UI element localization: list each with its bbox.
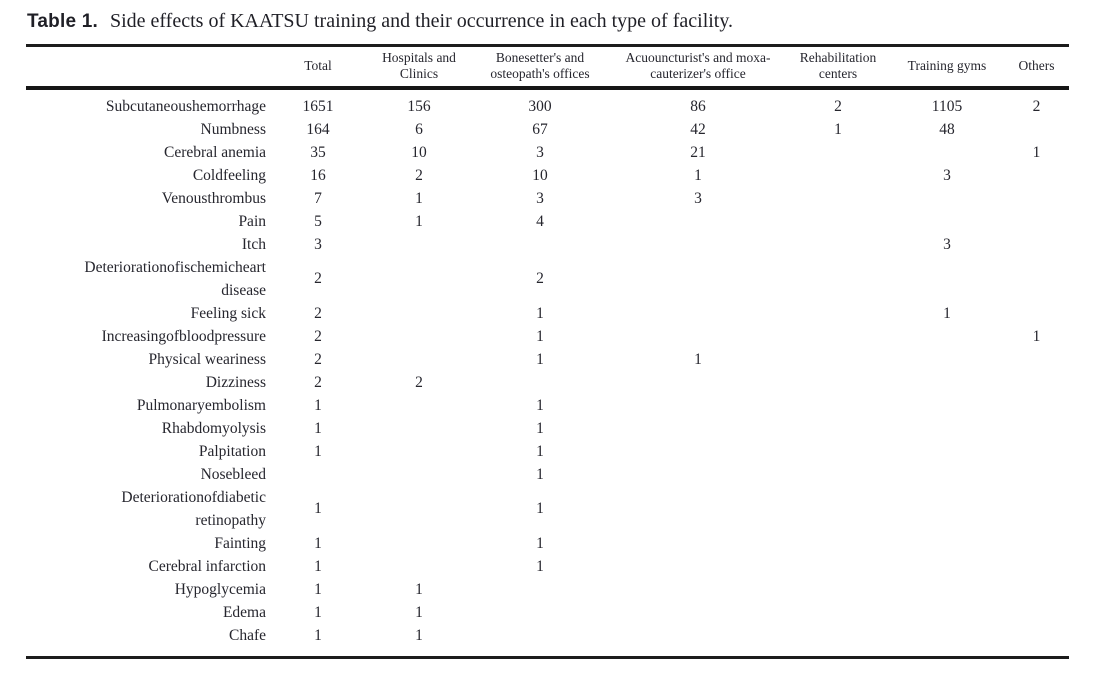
cell-value: 1 — [314, 534, 322, 552]
table-row — [26, 463, 1069, 486]
table-row — [26, 440, 1069, 463]
cell-value: 1651 — [302, 97, 334, 115]
cell-value: 3 — [943, 235, 951, 253]
table-header — [26, 46, 1069, 88]
cell-value — [470, 624, 610, 658]
cell-value — [368, 256, 470, 302]
cell-value: 1 — [1032, 327, 1041, 345]
table-row — [26, 88, 1069, 118]
cell-value — [1004, 463, 1069, 486]
cell-value — [786, 601, 890, 624]
cell-value — [786, 187, 890, 210]
cell-value — [368, 440, 470, 463]
cell-value: 48 — [939, 120, 955, 138]
cell-value: 2 — [314, 270, 322, 287]
column-header: Acuouncturist's and moxa-cauterizer's office — [625, 50, 771, 82]
cell-value — [890, 141, 1004, 164]
cell-value: 21 — [690, 143, 706, 161]
cell-value: 1 — [415, 603, 423, 621]
cell-value — [890, 532, 1004, 555]
cell-value: 10 — [411, 143, 427, 161]
cell-value: 1 — [536, 327, 544, 345]
table-row — [26, 417, 1069, 440]
cell-value — [786, 371, 890, 394]
cell-value: 86 — [690, 97, 706, 115]
cell-value: 1 — [415, 580, 423, 598]
row-label: Itch — [241, 235, 266, 253]
cell-value: 1 — [536, 304, 544, 322]
cell-value: 3 — [694, 189, 702, 207]
cell-value — [1004, 302, 1069, 325]
table-row — [26, 256, 1069, 302]
column-header: Others — [1018, 58, 1055, 74]
cell-value — [786, 486, 890, 532]
cell-value — [1004, 578, 1069, 601]
cell-value — [610, 601, 786, 624]
cell-value — [368, 486, 470, 532]
cell-value — [610, 532, 786, 555]
cell-value: 67 — [532, 120, 548, 138]
cell-value — [786, 532, 890, 555]
cell-value: 1 — [536, 465, 544, 483]
cell-value: 1105 — [931, 97, 963, 115]
cell-value — [890, 417, 1004, 440]
cell-value — [890, 463, 1004, 486]
cell-value — [1004, 486, 1069, 532]
cell-value: 2 — [415, 166, 423, 184]
cell-value: 1 — [536, 534, 544, 552]
cell-value: 2 — [1032, 97, 1041, 115]
row-label: Cerebral infarction — [148, 557, 266, 575]
cell-value: 1 — [415, 189, 423, 207]
cell-value — [368, 233, 470, 256]
cell-value — [470, 578, 610, 601]
cell-value: 1 — [536, 442, 544, 460]
table-row — [26, 118, 1069, 141]
cell-value — [610, 394, 786, 417]
cell-value — [470, 601, 610, 624]
table-caption-number: Table 1. — [27, 11, 98, 32]
row-label: Venousthrombus — [161, 189, 266, 207]
table-row — [26, 371, 1069, 394]
cell-value: 3 — [943, 166, 951, 184]
cell-value: 2 — [415, 373, 423, 391]
table-caption — [0, 0, 1094, 44]
cell-value — [890, 394, 1004, 417]
cell-value — [890, 325, 1004, 348]
cell-value — [890, 624, 1004, 658]
cell-value: 2 — [834, 97, 842, 115]
cell-value — [786, 210, 890, 233]
cell-value: 1 — [694, 350, 702, 368]
cell-value: 1 — [314, 500, 322, 517]
row-label: Numbness — [200, 120, 266, 138]
column-header: Hospitals and Clinics — [382, 50, 456, 82]
cell-value — [786, 141, 890, 164]
cell-value: 2 — [314, 304, 322, 322]
row-label: Edema — [222, 603, 266, 621]
cell-value — [890, 210, 1004, 233]
cell-value: 2 — [314, 373, 322, 391]
cell-value: 1 — [314, 396, 322, 414]
cell-value — [610, 417, 786, 440]
cell-value: 1 — [536, 500, 544, 517]
table-row — [26, 164, 1069, 187]
table-row — [26, 578, 1069, 601]
table-row — [26, 325, 1069, 348]
cell-value: 4 — [536, 212, 544, 230]
cell-value — [890, 440, 1004, 463]
table-caption-text: Side effects of KAATSU training and their occurrence in each type of facility. — [109, 10, 734, 32]
table-row — [26, 302, 1069, 325]
cell-value — [368, 325, 470, 348]
table-row — [26, 187, 1069, 210]
cell-value — [890, 371, 1004, 394]
cell-value — [890, 256, 1004, 302]
cell-value: 3 — [536, 189, 544, 207]
table-row — [26, 348, 1069, 371]
cell-value — [1004, 394, 1069, 417]
cell-value: 1 — [536, 557, 544, 575]
row-label: Fainting — [214, 534, 266, 552]
cell-value: 1 — [314, 603, 322, 621]
cell-value: 10 — [532, 166, 548, 184]
cell-value — [786, 348, 890, 371]
cell-value: 1 — [314, 580, 322, 598]
row-label: Nosebleed — [200, 465, 266, 483]
cell-value — [1004, 440, 1069, 463]
cell-value — [786, 417, 890, 440]
row-label: Deteriorationofischemicheart disease — [84, 258, 266, 299]
cell-value — [786, 233, 890, 256]
table-body — [26, 88, 1069, 658]
cell-value — [890, 486, 1004, 532]
table-row — [26, 141, 1069, 164]
cell-value: 1 — [415, 626, 423, 644]
cell-value — [786, 624, 890, 658]
row-label: Deteriorationofdiabetic retinopathy — [121, 488, 266, 529]
cell-value — [610, 256, 786, 302]
cell-value — [1004, 118, 1069, 141]
cell-value: 2 — [536, 270, 544, 287]
table-row — [26, 394, 1069, 417]
table-row — [26, 624, 1069, 658]
cell-value — [368, 394, 470, 417]
cell-value — [610, 233, 786, 256]
cell-value — [786, 463, 890, 486]
cell-value: 1 — [536, 419, 544, 437]
cell-value — [786, 256, 890, 302]
cell-value — [368, 417, 470, 440]
cell-value — [610, 325, 786, 348]
column-header: Rehabilitation centers — [799, 50, 877, 82]
column-header: Total — [304, 58, 332, 74]
cell-value: 300 — [528, 97, 552, 115]
cell-value: 7 — [314, 189, 322, 207]
cell-value — [268, 463, 368, 486]
cell-value: 1 — [943, 304, 951, 322]
cell-value — [786, 555, 890, 578]
cell-value — [786, 394, 890, 417]
row-label-column-header — [26, 46, 268, 88]
cell-value — [610, 463, 786, 486]
column-header: Training gyms — [907, 58, 987, 74]
cell-value — [1004, 532, 1069, 555]
row-label: Chafe — [228, 626, 266, 644]
cell-value — [1004, 417, 1069, 440]
cell-value — [610, 440, 786, 463]
table-row — [26, 233, 1069, 256]
row-label: Physical weariness — [148, 350, 266, 368]
cell-value — [890, 187, 1004, 210]
cell-value — [1004, 233, 1069, 256]
table-row — [26, 601, 1069, 624]
cell-value — [786, 440, 890, 463]
cell-value — [470, 371, 610, 394]
cell-value: 3 — [314, 235, 322, 253]
cell-value — [368, 348, 470, 371]
cell-value: 1 — [314, 557, 322, 575]
cell-value — [1004, 555, 1069, 578]
row-label: Dizziness — [205, 373, 266, 391]
cell-value — [1004, 371, 1069, 394]
cell-value — [1004, 187, 1069, 210]
cell-value: 1 — [536, 350, 544, 368]
cell-value: 1 — [314, 419, 322, 437]
cell-value — [610, 624, 786, 658]
cell-value — [890, 348, 1004, 371]
cell-value: 1 — [415, 212, 423, 230]
row-label: Increasingofbloodpressure — [101, 327, 266, 345]
cell-value: 1 — [1032, 143, 1041, 161]
cell-value — [368, 463, 470, 486]
cell-value — [610, 210, 786, 233]
cell-value — [610, 578, 786, 601]
table-row — [26, 532, 1069, 555]
cell-value — [610, 302, 786, 325]
cell-value: 5 — [314, 212, 322, 230]
cell-value: 6 — [415, 120, 423, 138]
cell-value — [1004, 164, 1069, 187]
row-label: Coldfeeling — [192, 166, 266, 184]
row-label: Hypoglycemia — [174, 580, 266, 598]
cell-value — [890, 578, 1004, 601]
row-label: Subcutaneoushemorrhage — [105, 97, 266, 115]
cell-value — [890, 601, 1004, 624]
table-header-row — [26, 46, 1069, 88]
cell-value — [368, 302, 470, 325]
cell-value — [610, 555, 786, 578]
cell-value — [1004, 210, 1069, 233]
cell-value: 1 — [834, 120, 842, 138]
cell-value — [368, 555, 470, 578]
cell-value — [1004, 601, 1069, 624]
cell-value: 16 — [310, 166, 326, 184]
cell-value: 2 — [314, 327, 322, 345]
cell-value: 156 — [407, 97, 431, 115]
cell-value — [1004, 348, 1069, 371]
cell-value: 1 — [314, 626, 322, 644]
cell-value — [1004, 256, 1069, 302]
side-effects-table — [26, 44, 1069, 659]
row-label: Rhabdomyolysis — [161, 419, 266, 437]
row-label: Cerebral anemia — [164, 143, 266, 161]
cell-value — [890, 555, 1004, 578]
cell-value — [786, 325, 890, 348]
cell-value: 35 — [310, 143, 326, 161]
cell-value: 2 — [314, 350, 322, 368]
cell-value — [610, 486, 786, 532]
cell-value — [1004, 624, 1069, 658]
table-row — [26, 486, 1069, 532]
row-label: Pulmonaryembolism — [136, 396, 266, 414]
table-row — [26, 555, 1069, 578]
column-header: Bonesetter's and osteopath's offices — [490, 50, 590, 82]
cell-value — [786, 578, 890, 601]
cell-value: 1 — [694, 166, 702, 184]
cell-value — [610, 371, 786, 394]
row-label: Feeling sick — [190, 304, 266, 322]
row-label: Palpitation — [198, 442, 266, 460]
cell-value — [786, 164, 890, 187]
cell-value: 1 — [536, 396, 544, 414]
cell-value: 1 — [314, 442, 322, 460]
cell-value: 42 — [690, 120, 706, 138]
cell-value — [786, 302, 890, 325]
cell-value — [470, 233, 610, 256]
row-label: Pain — [238, 212, 266, 230]
table-row — [26, 210, 1069, 233]
cell-value: 164 — [306, 120, 330, 138]
cell-value — [368, 532, 470, 555]
cell-value: 3 — [536, 143, 544, 161]
